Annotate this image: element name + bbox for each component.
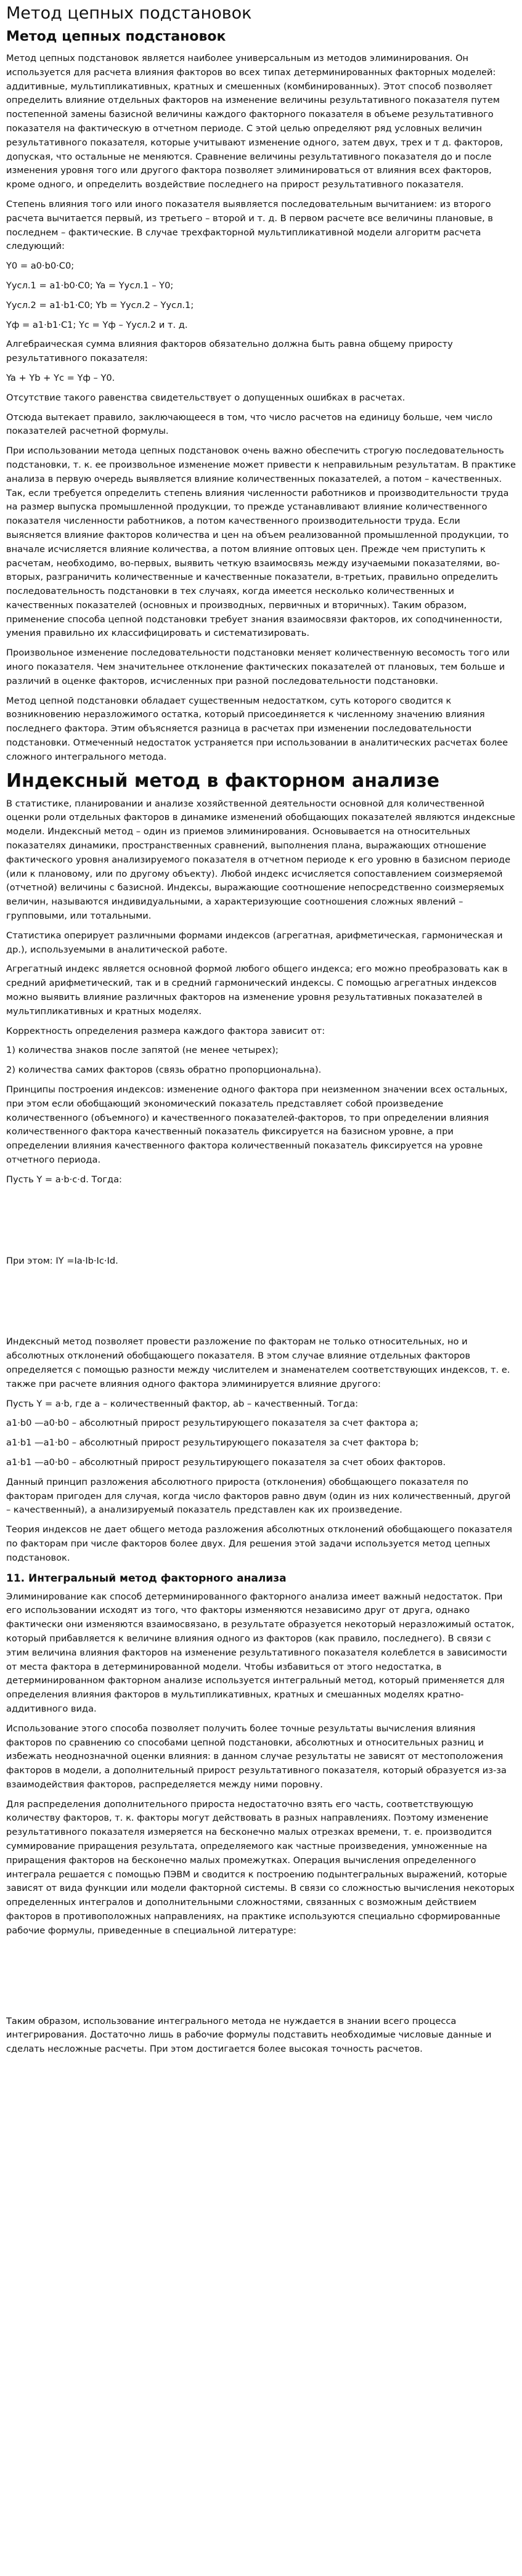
- formula-line: При этом: IY =Ia·Ib·Ic·Id.: [6, 1255, 118, 1266]
- paragraph: Метод цепных подстановок является наиболее универсальным из методов элиминирования. Он используется для расчета влияния факторов во всех типах детерминированных факторных моделей: аддитивные, мультипликативных, кратных и смешенных (комбинированных). Этот способ позволяет определить влияние отдельных факторов на изменение величины результативного показателя путем постепенной замены базисной величины каждого факторного показателя в объеме результативного показателя на фактическую в отчетном периоде. С этой целью определяют ряд условных величин результативного показателя, которые учитывают изменение одного, затем двух, трех и т д. факторов, допуская, что остальные не меняются. Сравнение величины результативного показателя до и после изменения уровня того или другого фактора позволяет элиминироваться от влияния всех факторов, кроме одного, и определить воздействие последнего на прирост результативного показателя.: [6, 53, 503, 190]
- paragraph: Агрегатный индекс является основной формой любого общего индекса; его можно преобразовать как в средний арифметический, так и в средний гармонический индексы. С помощью агрегатных индексов можно выявить влияние различных факторов на изменение уровня результативных показателей в мультипликативных и кратных моделях.: [6, 964, 508, 1017]
- paragraph: Степень влияния того или иного показателя выявляется последовательным вычитанием: из второго расчета вычитается первый, из третьего – второй и т. д. В первом расчете все величины плановые, в последнем – фактические. В случае трехфакторной мультипликативной модели алгоритм расчета следующий:: [6, 198, 493, 252]
- section-heading-integral-method: 11. Интегральный метод факторного анализа: [6, 1572, 287, 1585]
- paragraph: Для распределения дополнительного прироста недостаточно взять его часть, соответствующую количеству факторов, т. к. факторы могут действовать в разных направлениях. Поэтому изменение результативного показателя измеряется на бесконечно малых отрезках времени, т. е. производится суммирование приращения результата, определяемого как частные произведения, умноженные на приращения факторов на бесконечно малых промежутках. Операция вычисления определенного интеграла решается с помощью ПЭВМ и сводится к построению подынтегральных выражений, которые зависят от вида функции или модели факторной системы. В связи со сложностью вычисления некоторых определенных интегралов и дополнительными сложностями, связанных с возможным действием факторов в противоположных направлениях, на практике используются специально сформированные рабочие формулы, приведенные в специальной литературе:: [6, 1798, 515, 1936]
- paragraph: Отсюда вытекает правило, заключающееся в том, что число расчетов на единицу больше, чем число показателей расчетной формулы.: [6, 412, 493, 437]
- paragraph: Индексный метод позволяет провести разложение по факторам не только относительных, но и абсолютных отклонений обобщающего показателя. В этом случае влияние отдельных факторов определяется с помощью разности между числителем и знаменателем соответствующих индексов, т. е. также при расчете влияния одного фактора элиминируется влияние другого:: [6, 1336, 510, 1389]
- formula-line: Yусл.1 = a1·b0·C0; Ya = Yусл.1 – Y0;: [6, 280, 174, 291]
- formula-line: a1·b0 —a0·b0 – абсолютный прирост результирующего показателя за счет фактора а;: [6, 1418, 418, 1429]
- list-item: 1) количества знаков после запятой (не менее четырех);: [6, 1045, 279, 1056]
- formula-line: a1·b1 —a0·b0 – абсолютный прирост результирующего показателя за счет обоих факторов.: [6, 1457, 446, 1468]
- paragraph: Отсутствие такого равенства свидетельствует о допущенных ошибках в расчетах.: [6, 392, 406, 403]
- paragraph: Принципы построения индексов: изменение одного фактора при неизменном значении всех остальных, при этом если обобщающий экономический показатель представляет собой произведение количественного (объемного) и качественного показателей-факторов, то при определении влияния количественного фактора качественный показатель фиксируется на базисном уровне, а при определении влияния качественного фактора количественный показатель фиксируется на уровне отчетного периода.: [6, 1084, 508, 1165]
- section-heading-index-method: Индексный метод в факторном анализе: [6, 770, 439, 792]
- paragraph: В статистике, планировании и анализе хозяйственной деятельности основной для количественной оценки роли отдельных факторов в динамике изменений обобщающих показателей являются индексные модели. Индексный метод – один из приемов элиминирования. Основывается на относительных показателях динамики, пространственных сравнений, выполнения плана, выражающих отношение фактического уровня анализируемого показателя в отчетном периоде к его уровню в базисном периоде (или к плановому, или по другому объекту). Любой индекс исчисляется сопоставлением соизмеряемой (отчетной) величины с базисной. Индексы, выражающие соотношение непосредственно соизмеряемых величин, называются индивидуальными, а характеризующие соотношения сложных явлений – групповыми, или тотальными.: [6, 798, 515, 922]
- formula-line: Ya + Yb + Yc = Yф – Y0.: [6, 372, 115, 383]
- paragraph: Пусть Y = a·b, где a – количественный фактор, ab – качественный. Тогда:: [6, 1398, 359, 1409]
- list-item: 2) количества самих факторов (связь обратно пропорциональна).: [6, 1065, 322, 1076]
- section-heading-chain-substitution: Метод цепных подстановок: [6, 29, 226, 44]
- formula-image-placeholder: [6, 1193, 516, 1254]
- formula-image-placeholder: [6, 1274, 516, 1335]
- paragraph: Элиминирование как способ детерминированного факторного анализа имеет важный недостаток. При его использовании исходят из того, что факторы изменяются независимо друг от друга, однако фактически они изменяются взаимосвязано, в результате образуется некоторый неразложимый остаток, который прибавляется к величине влияния одного из факторов (как правило, последнего). В связи с этим величина влияния факторов на изменение результативного показателя колеблется в зависимости от места фактора в детерминированной модели. Чтобы избавиться от этого недостатка, в детерминированном факторном анализе используется интегральный метод, который применяется для определения влияния факторов в мультипликативных, кратных и смешанных моделях кратно-аддитивного вида.: [6, 1591, 515, 1714]
- paragraph: Статистика оперирует различными формами индексов (агрегатная, арифметическая, гармоническая и др.), используемыми в аналитической работе.: [6, 930, 503, 955]
- paragraph: Метод цепной подстановки обладает существенным недостатком, суть которого сводится к возникновению неразложимого остатка, который присоединяется к численному значению влияния последнего фактора. Этим объясняется разница в расчетах при изменении последовательности подстановки. Отмеченный недостаток устраняется при использовании в аналитических расчетах более сложного интегрального метода.: [6, 695, 508, 762]
- document: [6, 0, 516, 2062]
- paragraph: Произвольное изменение последовательности подстановки меняет количественную весомость того или иного показателя. Чем значительнее отклонение фактических показателей от плановых, тем больше и различий в оценке факторов, исчисленных при разной последовательности подстановки.: [6, 648, 510, 686]
- paragraph: Таким образом, использование интегрального метода не нуждается в знании всего процесса интегрирования. Достаточно лишь в рабочие формулы подставить необходимые числовые данные и сделать несложные расчеты. При этом достигается более высокая точность расчетов.: [6, 2015, 492, 2055]
- document-title: Метод цепных подстановок: [6, 4, 252, 23]
- formula-line: Yф = a1·b1·C1; Yc = Yф – Yусл.2 и т. д.: [6, 319, 188, 330]
- paragraph: Использование этого способа позволяет получить более точные результаты вычисления влияния факторов по сравнению со способами цепной подстановки, абсолютных и относительных разниц и избежать неоднозначной оценки влияния: в данном случае результаты не зависят от местоположения факторов в модели, а дополнительный прирост результативного показателя, который образуется из-за взаимодействия факторов, распределяется между ними поровну.: [6, 1723, 507, 1790]
- paragraph: Корректность определения размера каждого фактора зависит от:: [6, 1025, 325, 1036]
- paragraph: Данный принцип разложения абсолютного прироста (отклонения) обобщающего показателя по факторам пригоден для случая, когда число факторов равно двум (один из них количественный, другой – качественный), а анализируемый показатель представлен как их произведение.: [6, 1476, 511, 1516]
- paragraph: Алгебраическая сумма влияния факторов обязательно должна быть равна общему приросту результативного показателя:: [6, 339, 453, 364]
- formula-line: Y0 = a0·b0·C0;: [6, 261, 75, 272]
- formula-line: Yусл.2 = a1·b1·C0; Yb = Yусл.2 – Yусл.1;: [6, 299, 194, 311]
- paragraph: Теория индексов не дает общего метода разложения абсолютных отклонений обобщающего показателя по факторам при числе факторов более двух. Для решения этой задачи используется метод цепных подстановок.: [6, 1524, 512, 1563]
- formula-image-placeholder: [6, 1944, 516, 2015]
- formula-line: a1·b1 —a1·b0 – абсолютный прирост результирующего показателя за счет фактора b;: [6, 1437, 419, 1448]
- formula-line: Пусть Y = a·b·c·d. Тогда:: [6, 1174, 122, 1185]
- paragraph: При использовании метода цепных подстановок очень важно обеспечить строгую последовательность подстановки, т. к. ее произвольное изменение может привести к неправильным результатам. В практике анализа в первую очередь выявляется влияние количественных показателей, а потом – качественных. Так, если требуется определить степень влияния численности работников и производительности труда на размер выпуска промышленной продукции, то прежде устанавливают влияние количественного показателя численности работников, а потом качественного производительности труда. Если выясняется влияние факторов количества и цен на объем реализованной промышленной продукции, то вначале исчисляется влияние количества, а потом влияние оптовых цен. Прежде чем приступить к расчетам, необходимо, во-первых, выявить четкую взаимосвязь между изучаемыми показателями, во-вторых, разграничить количественные и качественные показатели, в-третьих, правильно определить последовательность подстановки в тех случаях, когда имеется несколько количественных и качественных показателей (основных и производных, первичных и вторичных). Таким образом, применение способа цепной подстановки требует знания взаимосвязи факторов, их соподчиненности, умения правильно их классифицировать и систематизировать.: [6, 445, 516, 639]
